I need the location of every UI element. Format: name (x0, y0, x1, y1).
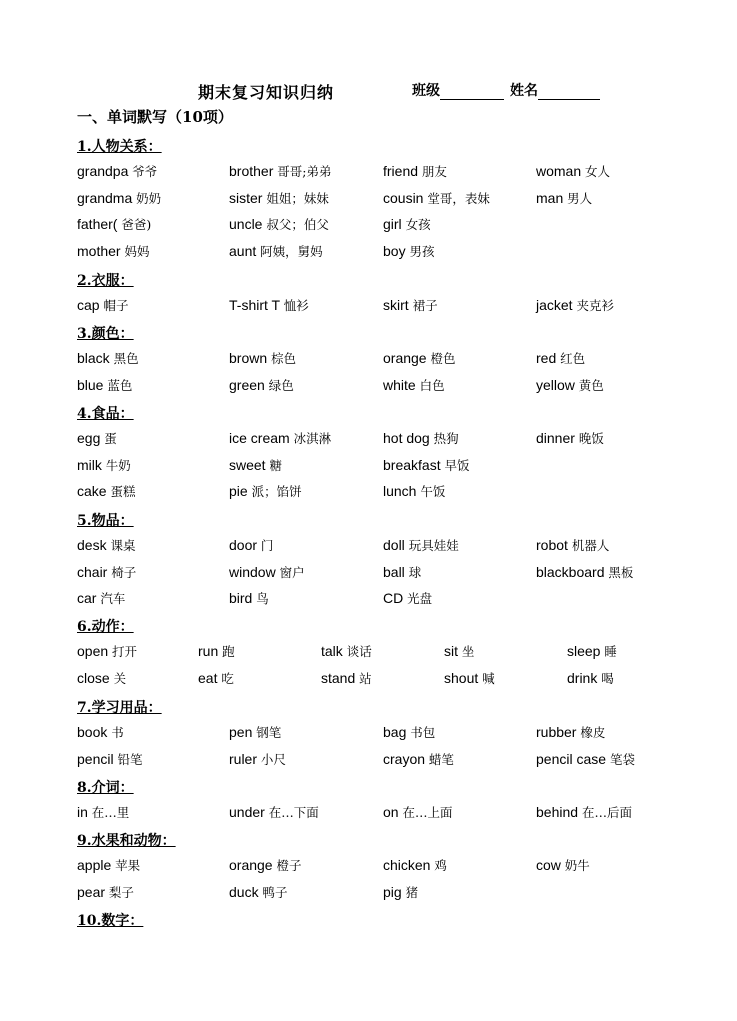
chinese-meaning: 蓝色 (107, 377, 133, 393)
vocab-item (77, 189, 161, 207)
chinese-meaning: 晚饭 (578, 431, 604, 446)
chinese-meaning: 恤衫 (283, 298, 309, 313)
chinese-meaning: 棕色 (271, 351, 297, 366)
vocab-item (229, 883, 287, 901)
vocab-item (229, 723, 281, 741)
vocab-item (229, 296, 309, 314)
english-word: talk (321, 643, 347, 659)
chinese-meaning: 帽子 (103, 298, 129, 313)
vocab-item (229, 563, 305, 581)
english-word: pig (383, 883, 406, 900)
vocab-item (321, 642, 372, 660)
vocab-item (536, 803, 632, 821)
chinese-meaning: 蛋糕 (110, 484, 136, 500)
chinese-meaning: 橡皮 (580, 725, 606, 740)
chinese-meaning: 在…上面 (402, 805, 453, 820)
english-word: boy (383, 243, 410, 260)
chinese-meaning: 阿姨，舅妈 (260, 244, 323, 260)
english-word: brother (229, 163, 278, 179)
class-field (412, 80, 504, 100)
class-label: 班级 (412, 83, 440, 99)
vocab-row (0, 215, 737, 237)
chinese-meaning: 裙子 (412, 298, 438, 313)
english-word: ice cream (229, 430, 294, 446)
english-word: pie (229, 483, 252, 500)
vocab-item (383, 589, 432, 607)
english-word: car (77, 590, 101, 607)
chinese-meaning: 男孩 (409, 244, 435, 260)
vocab-item (229, 856, 302, 874)
chinese-meaning: 爸爸) (121, 217, 152, 233)
vocab-row (0, 589, 737, 611)
english-word: open (77, 643, 113, 659)
vocab-item (77, 642, 137, 660)
english-word: pencil case (536, 750, 610, 767)
english-word: rubber (536, 724, 581, 740)
vocab-item (383, 856, 447, 874)
vocab-item (229, 349, 296, 367)
english-word: orange (229, 857, 277, 873)
chinese-meaning: 梨子 (108, 884, 134, 900)
vocab-item (229, 803, 319, 821)
english-word: window (229, 563, 280, 580)
vocab-item (321, 669, 372, 687)
english-word: aunt (229, 243, 261, 260)
chinese-meaning: 鸭子 (262, 884, 288, 900)
english-word: milk (77, 456, 106, 473)
vocab-item (77, 215, 151, 233)
vocab-item (383, 296, 438, 314)
english-word: close (77, 669, 114, 686)
chinese-meaning: 猪 (405, 884, 419, 900)
chinese-meaning: 热狗 (433, 431, 459, 446)
english-word: jacket (536, 297, 577, 313)
chinese-meaning: 白色 (419, 377, 445, 393)
english-word: egg (77, 430, 105, 446)
chinese-meaning: 睡 (604, 644, 617, 659)
vocab-item (383, 456, 470, 474)
vocab-row (0, 162, 737, 184)
vocab-item (77, 563, 136, 581)
category-heading: 6.动作： (77, 619, 134, 635)
chinese-meaning: 坐 (461, 644, 475, 659)
vocab-item (383, 750, 454, 768)
category-heading: 5.物品： (77, 513, 134, 529)
english-word: blue (77, 376, 108, 393)
english-word: under (229, 804, 269, 820)
vocab-row (0, 883, 737, 905)
vocab-item (383, 242, 434, 260)
chinese-meaning: 蜡笔 (428, 751, 454, 767)
section-title: 一、单词默写（10项） (77, 108, 233, 126)
english-word: run (198, 643, 223, 659)
vocab-item (77, 536, 135, 554)
vocab-item (77, 349, 139, 367)
vocab-item (383, 723, 435, 741)
vocab-item (77, 803, 129, 821)
english-word: green (229, 376, 269, 393)
english-word: sleep (567, 643, 605, 659)
vocab-item (77, 883, 134, 901)
chinese-meaning: 笔袋 (609, 751, 635, 767)
vocab-row (0, 376, 737, 398)
vocab-item (77, 856, 140, 874)
vocab-item (536, 189, 592, 207)
category-heading: 8.介词： (77, 780, 134, 796)
english-word: grandma (77, 189, 137, 206)
chinese-meaning: 妈妈 (124, 244, 150, 260)
chinese-meaning: 在…后面 (581, 805, 632, 820)
vocab-item (536, 429, 604, 447)
english-word: breakfast (383, 456, 445, 473)
vocab-row (0, 750, 737, 772)
vocab-item (383, 482, 445, 500)
english-word: father( (77, 216, 122, 233)
vocab-row (0, 296, 737, 318)
chinese-meaning: 谈话 (346, 644, 372, 659)
category-heading: 7.学习用品： (77, 700, 162, 716)
english-word: cake (77, 483, 111, 500)
english-word: friend (383, 163, 422, 179)
category-heading: 9.水果和动物： (77, 833, 176, 849)
vocab-item (383, 162, 447, 180)
vocab-item (383, 376, 445, 394)
vocab-row (0, 803, 737, 825)
chinese-meaning: 站 (359, 670, 372, 686)
english-word: grandpa (77, 163, 133, 179)
vocab-item (536, 376, 604, 394)
chinese-meaning: 黑板 (608, 564, 634, 580)
english-word: bird (229, 590, 257, 607)
page-title: 期末复习知识归纳 (198, 83, 335, 102)
vocab-row (0, 349, 737, 371)
english-word: black (77, 350, 114, 366)
chinese-meaning: 派；馅饼 (251, 484, 302, 500)
english-word: shout (444, 669, 483, 686)
english-word: ruler (229, 750, 261, 767)
english-word: on (383, 804, 403, 820)
chinese-meaning: 课桌 (110, 538, 136, 553)
vocab-item (444, 642, 474, 660)
english-word: hot dog (383, 430, 434, 446)
english-word: skirt (383, 297, 413, 313)
vocab-item (198, 669, 234, 687)
category-heading: 1.人物关系： (77, 139, 162, 155)
vocab-item (77, 669, 126, 687)
english-word: doll (383, 537, 409, 553)
english-word: dinner (536, 430, 579, 446)
chinese-meaning: 黄色 (578, 377, 604, 393)
english-word: robot (536, 537, 572, 553)
chinese-meaning: 橙色 (430, 351, 456, 366)
chinese-meaning: 门 (260, 538, 274, 553)
chinese-meaning: 叔父；伯父 (266, 217, 329, 233)
english-word: pear (77, 883, 109, 900)
vocab-item (536, 723, 605, 741)
english-word: duck (229, 883, 263, 900)
vocab-row (0, 429, 737, 451)
english-word: desk (77, 537, 111, 553)
chinese-meaning: 鸟 (256, 591, 269, 607)
category-heading: 4.食品： (77, 406, 134, 422)
chinese-meaning: 喊 (482, 670, 495, 686)
english-word: cousin (383, 189, 428, 206)
english-word: orange (383, 350, 431, 366)
class-blank (440, 85, 504, 100)
chinese-meaning: 男人 (567, 190, 593, 206)
english-word: eat (198, 669, 222, 686)
english-word: bag (383, 724, 411, 740)
chinese-meaning: 苹果 (115, 858, 141, 873)
chinese-meaning: 哥哥;弟弟 (277, 164, 332, 179)
vocab-item (77, 723, 124, 741)
vocab-item (536, 563, 633, 581)
vocab-item (77, 750, 142, 768)
vocab-item (383, 429, 459, 447)
vocab-item (229, 242, 323, 260)
chinese-meaning: 黑色 (113, 351, 139, 366)
vocab-item (77, 456, 131, 474)
document-header (0, 80, 737, 102)
english-word: sit (444, 643, 462, 659)
vocab-row (0, 242, 737, 264)
category-heading: 3.颜色： (77, 326, 134, 342)
vocab-item (77, 296, 128, 314)
vocab-item (536, 296, 614, 314)
vocab-item (77, 376, 132, 394)
chinese-meaning: 汽车 (100, 591, 126, 607)
vocab-row (0, 536, 737, 558)
vocab-item (229, 189, 329, 207)
vocab-item (536, 349, 585, 367)
vocab-item (383, 883, 418, 901)
vocab-row (0, 723, 737, 745)
chinese-meaning: 夹克衫 (576, 298, 614, 313)
chinese-meaning: 堂哥，表妹 (427, 190, 490, 206)
chinese-meaning: 朋友 (421, 164, 447, 179)
chinese-meaning: 爷爷 (132, 164, 158, 179)
vocab-item (229, 215, 329, 233)
chinese-meaning: 钢笔 (256, 725, 282, 740)
english-word: cap (77, 297, 104, 313)
english-word: CD (383, 590, 408, 607)
vocab-row (0, 642, 737, 664)
chinese-meaning: 红色 (560, 351, 586, 366)
vocab-item (536, 536, 609, 554)
english-word: man (536, 189, 568, 206)
vocab-item (229, 456, 282, 474)
chinese-meaning: 关 (113, 670, 127, 686)
chinese-meaning: 女孩 (405, 217, 431, 233)
vocab-item (77, 589, 125, 607)
english-word: woman (536, 163, 586, 179)
chinese-meaning: 绿色 (268, 377, 294, 393)
category-heading: 10.数字： (77, 913, 144, 929)
vocab-item (77, 242, 149, 260)
english-word: apple (77, 857, 116, 873)
chinese-meaning: 书包 (410, 725, 436, 740)
vocab-item (383, 563, 421, 581)
english-word: drink (567, 669, 602, 686)
chinese-meaning: 玩具娃娃 (408, 538, 459, 553)
vocab-item (567, 669, 614, 687)
chinese-meaning: 糖 (269, 457, 282, 473)
english-word: girl (383, 216, 406, 233)
english-word: door (229, 537, 261, 553)
chinese-meaning: 早饭 (444, 457, 470, 473)
chinese-meaning: 在…下面 (268, 805, 319, 820)
vocab-item (536, 856, 590, 874)
english-word: sister (229, 189, 267, 206)
english-word: stand (321, 669, 360, 686)
chinese-meaning: 椅子 (111, 564, 137, 580)
english-word: blackboard (536, 563, 609, 580)
name-field (510, 80, 600, 100)
english-word: book (77, 724, 112, 740)
name-label: 姓名 (510, 83, 538, 99)
vocab-item (567, 642, 617, 660)
chinese-meaning: 奶奶 (136, 190, 162, 206)
name-blank (538, 85, 600, 100)
vocab-item (444, 669, 495, 687)
vocab-item (383, 189, 490, 207)
chinese-meaning: 女人 (585, 164, 611, 179)
vocab-item (229, 376, 294, 394)
vocab-row (0, 856, 737, 878)
vocab-row (0, 189, 737, 211)
vocab-item (77, 482, 135, 500)
english-word: mother (77, 243, 125, 260)
chinese-meaning: 姐姐；妹妹 (266, 190, 329, 206)
chinese-meaning: 吃 (221, 670, 234, 686)
vocab-item (229, 162, 331, 180)
vocab-item (383, 215, 431, 233)
vocab-row (0, 482, 737, 504)
english-word: yellow (536, 376, 579, 393)
chinese-meaning: 窗户 (279, 564, 305, 580)
vocab-item (229, 536, 273, 554)
vocab-item (229, 429, 331, 447)
english-word: uncle (229, 216, 267, 233)
english-word: behind (536, 804, 582, 820)
english-word: sweet (229, 456, 270, 473)
chinese-meaning: 喝 (601, 670, 614, 686)
vocab-item (536, 162, 610, 180)
english-word: lunch (383, 483, 421, 500)
vocab-row (0, 669, 737, 691)
chinese-meaning: 在…里 (91, 805, 130, 820)
english-word: pen (229, 724, 257, 740)
english-word: in (77, 804, 92, 820)
chinese-meaning: 书 (111, 725, 124, 740)
chinese-meaning: 打开 (112, 644, 138, 659)
english-word: white (383, 376, 420, 393)
chinese-meaning: 鸡 (434, 858, 447, 873)
chinese-meaning: 橙子 (276, 858, 302, 873)
english-word: crayon (383, 750, 429, 767)
english-word: cow (536, 857, 565, 873)
chinese-meaning: 午饭 (420, 484, 446, 500)
vocab-item (77, 429, 117, 447)
chinese-meaning: 机器人 (571, 538, 610, 553)
vocab-item (198, 642, 235, 660)
english-word: brown (229, 350, 272, 366)
chinese-meaning: 铅笔 (117, 751, 143, 767)
chinese-meaning: 牛奶 (105, 457, 131, 473)
chinese-meaning: 光盘 (407, 591, 433, 607)
chinese-meaning: 蛋 (104, 431, 117, 446)
vocab-item (77, 162, 157, 180)
chinese-meaning: 球 (408, 564, 422, 580)
vocab-row (0, 456, 737, 478)
chinese-meaning: 小尺 (260, 751, 286, 767)
category-heading: 2.衣服： (77, 273, 134, 289)
vocab-item (229, 589, 269, 607)
vocab-row (0, 563, 737, 585)
english-word: chair (77, 563, 112, 580)
chinese-meaning: 跑 (222, 644, 235, 659)
english-word: chicken (383, 857, 435, 873)
vocab-item (229, 482, 302, 500)
english-word: pencil (77, 750, 118, 767)
vocab-item (383, 803, 452, 821)
chinese-meaning: 冰淇淋 (293, 431, 332, 446)
vocab-item (536, 750, 635, 768)
english-word: ball (383, 563, 409, 580)
vocab-item (383, 536, 459, 554)
vocab-item (383, 349, 456, 367)
english-word: red (536, 350, 561, 366)
vocab-item (229, 750, 286, 768)
chinese-meaning: 奶牛 (564, 858, 590, 873)
english-word: T-shirt T (229, 297, 284, 313)
